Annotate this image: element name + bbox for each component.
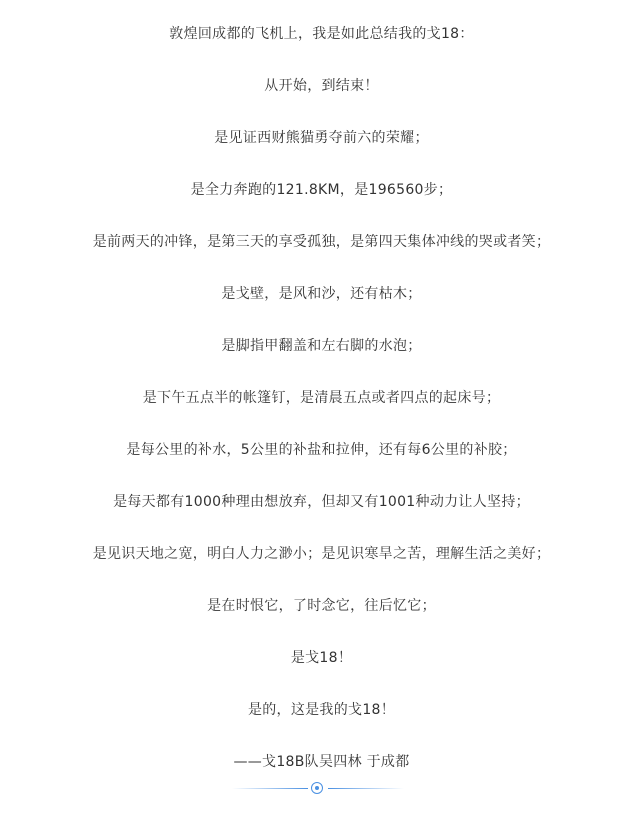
- paragraph-camp: 是下午五点半的帐篷钉，是清晨五点或者四点的起床号；: [142, 390, 501, 406]
- paragraph-start-end: 从开始，到结束！: [264, 78, 379, 94]
- paragraph-supply: 是每公里的补水，5公里的补盐和拉伸，还有每6公里的补胶；: [126, 442, 517, 458]
- paragraph-insight: 是见识天地之宽，明白人力之渺小；是见识寒旱之苦，理解生活之美好；: [92, 546, 551, 562]
- divider-line-left: [232, 788, 308, 789]
- paragraph-injuries: 是脚指甲翻盖和左右脚的水泡；: [221, 338, 422, 354]
- paragraph-mine: 是的，这是我的戈18！: [247, 702, 396, 718]
- paragraph-gobi: 是戈壁，是风和沙，还有枯木；: [221, 286, 422, 302]
- section-divider: [0, 779, 643, 799]
- paragraph-days: 是前两天的冲锋，是第三天的享受孤独，是第四天集体冲线的哭或者笑；: [92, 234, 551, 250]
- paragraph-persist: 是每天都有1000种理由想放弃，但却又有1001种动力让人坚持；: [113, 494, 530, 510]
- paragraph-ge18: 是戈18！: [290, 650, 353, 666]
- paragraph-intro: 敦煌回成都的飞机上，我是如此总结我的戈18：: [169, 26, 474, 42]
- paragraph-distance: 是全力奔跑的121.8KM，是196560步；: [190, 182, 453, 198]
- author-signature: ——戈18B队吴四林 于成都: [233, 754, 410, 770]
- paragraph-glory: 是见证西财熊猫勇夺前六的荣耀；: [214, 130, 429, 146]
- paragraph-memory: 是在时恨它，了时念它，往后忆它；: [207, 598, 436, 614]
- divider-line-right: [328, 788, 404, 789]
- circle-dot-icon: [311, 782, 323, 794]
